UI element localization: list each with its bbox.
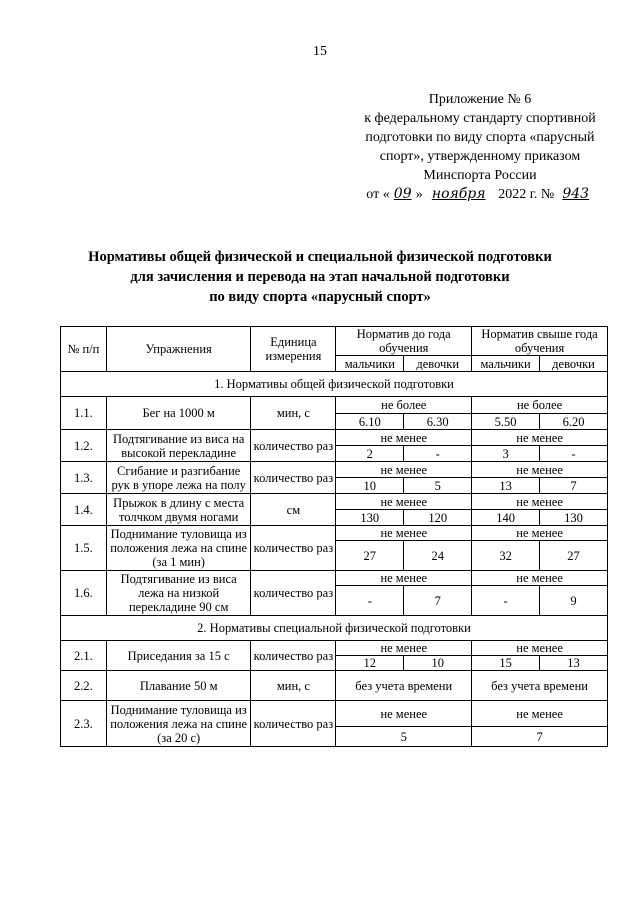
row-condition: не менее: [336, 526, 472, 541]
row-unit: мин, с: [251, 397, 336, 430]
row-condition: не менее: [336, 641, 472, 656]
row-unit: количество раз: [251, 526, 336, 571]
section-title: 1. Нормативы общей физической подготовки: [61, 372, 608, 397]
row-value: 24: [404, 541, 472, 571]
row-exercise: Поднимание туловища из положения лежа на спине (за 1 мин): [106, 526, 251, 571]
row-value: 13: [472, 478, 540, 494]
row-merged-value: без учета времени: [472, 671, 608, 701]
row-condition: не более: [336, 397, 472, 414]
row-condition: не менее: [472, 494, 608, 510]
row-num: 1.6.: [61, 571, 107, 616]
row-exercise: Поднимание туловища из положения лежа на спине (за 20 с): [106, 701, 251, 747]
date-year: 2022 г. №: [498, 187, 555, 202]
row-unit: количество раз: [251, 571, 336, 616]
row-exercise: Сгибание и разгибание рук в упоре лежа на полу: [106, 462, 251, 494]
header-before-year: Норматив до года обучения: [336, 327, 472, 356]
row-unit: см: [251, 494, 336, 526]
row-condition: не менее: [336, 462, 472, 478]
row-value: 12: [336, 656, 404, 671]
norms-table: [60, 326, 608, 747]
row-condition: не менее: [472, 526, 608, 541]
title-line: Нормативы общей физической и специальной физической подготовки: [88, 249, 552, 265]
row-num: 1.1.: [61, 397, 107, 430]
row-value: 140: [472, 510, 540, 526]
row-exercise: Прыжок в длину с места толчком двумя ногами: [106, 494, 251, 526]
date-mid: »: [415, 187, 423, 202]
section-title: 2. Нормативы специальной физической подготовки: [61, 616, 608, 641]
page-number: 15: [313, 44, 327, 59]
row-value: 5.50: [472, 414, 540, 430]
row-value: 130: [540, 510, 608, 526]
row-value: 6.10: [336, 414, 404, 430]
title-line: для зачисления и перевода на этап начальной подготовки: [130, 269, 510, 285]
row-value: -: [540, 446, 608, 462]
row-value: 13: [540, 656, 608, 671]
row-merged-value: без учета времени: [336, 671, 472, 701]
order-number-handwritten: 943: [562, 186, 590, 202]
row-value: 10: [336, 478, 404, 494]
header-after-year: Норматив свыше года обучения: [472, 327, 608, 356]
row-condition: не менее: [472, 641, 608, 656]
header-exercise: Упражнения: [106, 327, 251, 372]
row-value: 6.20: [540, 414, 608, 430]
header-boys: мальчики: [336, 356, 404, 372]
row-value: -: [336, 586, 404, 616]
row-unit: количество раз: [251, 462, 336, 494]
row-value: 27: [336, 541, 404, 571]
row-num: 1.5.: [61, 526, 107, 571]
row-exercise: Приседания за 15 с: [106, 641, 251, 671]
row-value: 27: [540, 541, 608, 571]
row-num: 1.4.: [61, 494, 107, 526]
row-value: 9: [540, 586, 608, 616]
row-num: 1.2.: [61, 430, 107, 462]
row-condition: не менее: [472, 430, 608, 446]
row-num: 2.3.: [61, 701, 107, 747]
row-condition: не менее: [472, 701, 608, 727]
row-condition: не менее: [472, 462, 608, 478]
header-boys: мальчики: [472, 356, 540, 372]
row-num: 2.1.: [61, 641, 107, 671]
header-num: № п/п: [61, 327, 107, 372]
row-value: 7: [472, 727, 608, 747]
appendix-block: [340, 90, 620, 204]
row-num: 1.3.: [61, 462, 107, 494]
row-value: 3: [472, 446, 540, 462]
row-value: -: [472, 586, 540, 616]
date-month-handwritten: ноября: [431, 186, 486, 202]
row-condition: не менее: [336, 430, 472, 446]
row-condition: не менее: [336, 701, 472, 727]
row-exercise: Подтягивание из виса на высокой перекладине: [106, 430, 251, 462]
row-value: 7: [540, 478, 608, 494]
title-line: по виду спорта «парусный спорт»: [209, 289, 431, 305]
row-value: 130: [336, 510, 404, 526]
row-value: 15: [472, 656, 540, 671]
header-girls: девочки: [540, 356, 608, 372]
appendix-line: к федеральному стандарту спортивной: [364, 111, 596, 126]
appendix-line: спорт», утвержденному приказом: [379, 149, 581, 164]
row-unit: количество раз: [251, 701, 336, 747]
document-title: [0, 247, 640, 307]
appendix-date-line: [340, 185, 620, 204]
row-condition: не менее: [336, 494, 472, 510]
row-value: 120: [404, 510, 472, 526]
header-unit: Единица измерения: [251, 327, 336, 372]
appendix-line: подготовки по виду спорта «парусный: [365, 130, 595, 145]
date-day-handwritten: 09: [393, 186, 412, 202]
row-unit: мин, с: [251, 671, 336, 701]
row-exercise: Бег на 1000 м: [106, 397, 251, 430]
row-exercise: Подтягивание из виса лежа на низкой перекладине 90 см: [106, 571, 251, 616]
row-value: 2: [336, 446, 404, 462]
row-value: -: [404, 446, 472, 462]
row-unit: количество раз: [251, 641, 336, 671]
appendix-line: Минспорта России: [423, 168, 537, 183]
date-prefix: от «: [366, 187, 390, 202]
row-condition: не менее: [336, 571, 472, 586]
row-value: 32: [472, 541, 540, 571]
row-condition: не более: [472, 397, 608, 414]
row-value: 7: [404, 586, 472, 616]
row-value: 5: [404, 478, 472, 494]
row-exercise: Плавание 50 м: [106, 671, 251, 701]
row-value: 6.30: [404, 414, 472, 430]
header-girls: девочки: [404, 356, 472, 372]
row-condition: не менее: [472, 571, 608, 586]
row-unit: количество раз: [251, 430, 336, 462]
row-value: 5: [336, 727, 472, 747]
appendix-line: Приложение № 6: [428, 92, 532, 107]
row-value: 10: [404, 656, 472, 671]
row-num: 2.2.: [61, 671, 107, 701]
